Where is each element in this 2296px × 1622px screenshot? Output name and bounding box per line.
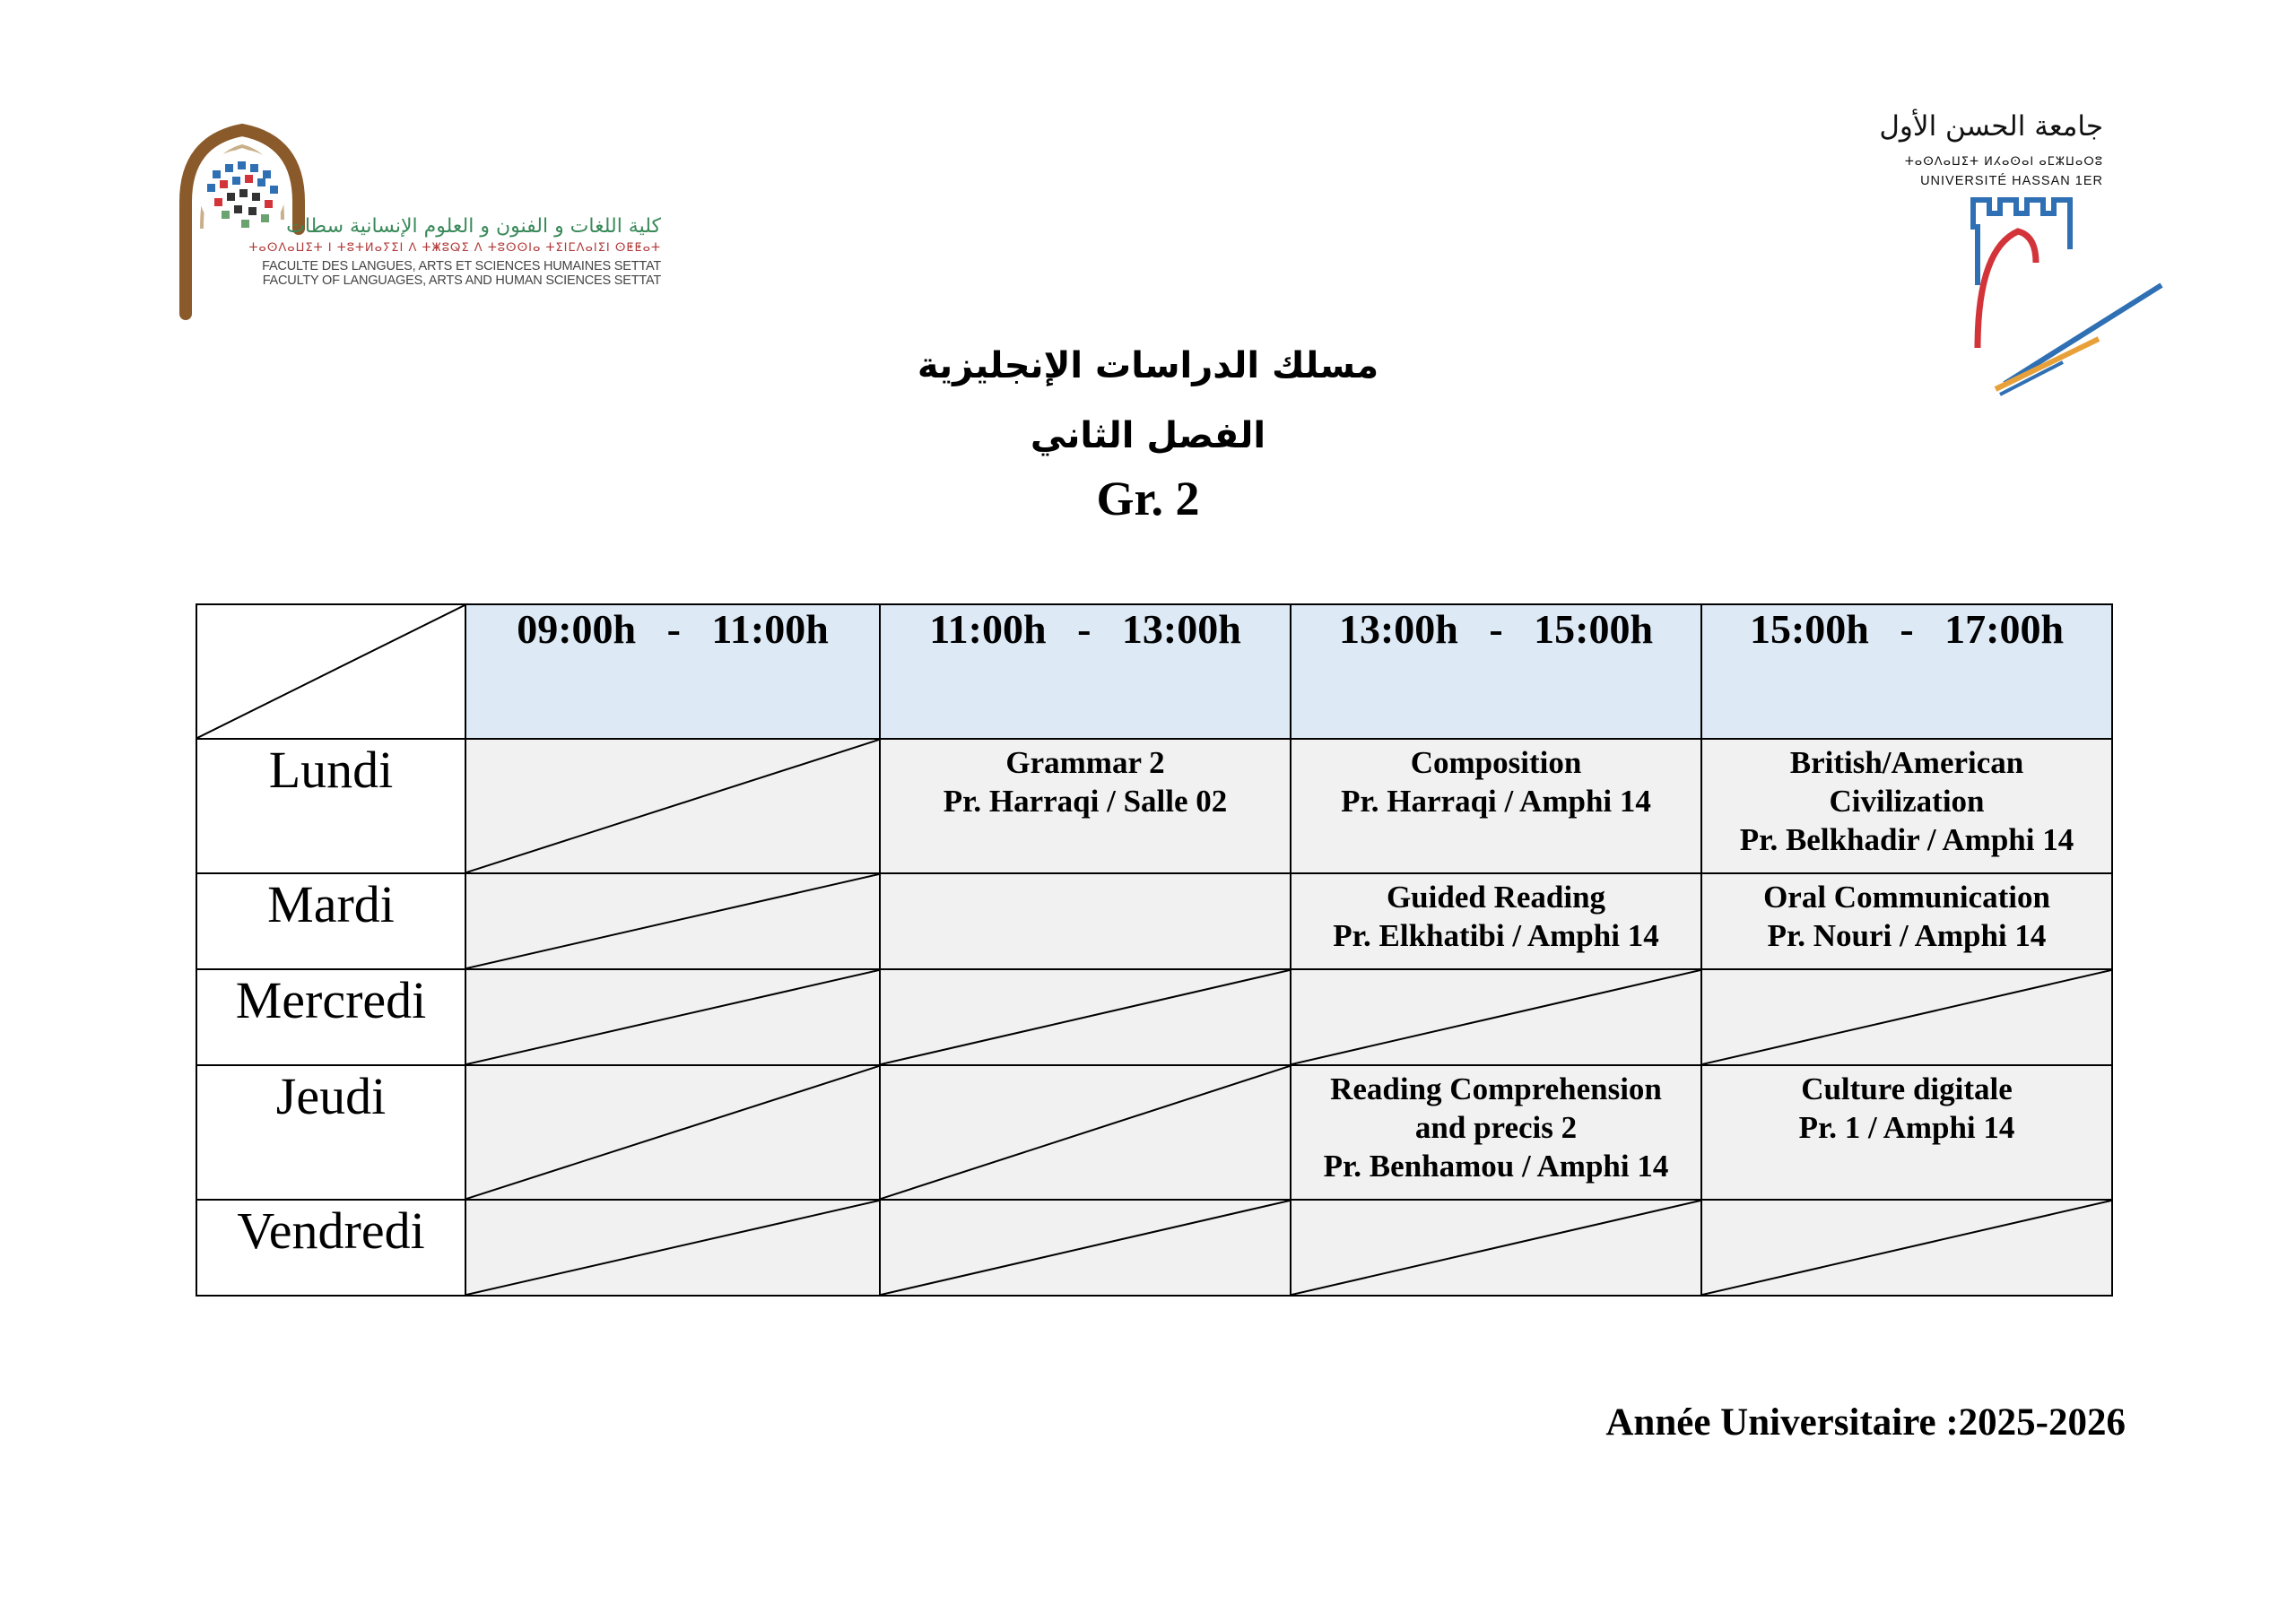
day-row: [196, 739, 2112, 873]
empty-slot-cell: [465, 969, 880, 1065]
university-tower-icon: [1883, 195, 2170, 402]
course-title: Guided Reading: [1386, 880, 1606, 915]
faculty-name-tifinagh: ⵜⴰⵙⴷⴰⵡⵉⵜ ⵏ ⵜⵓⵜⵍⴰⵢⵉⵏ ⴷ ⵜⵥⵓⵕⵉ ⴷ ⵜⵓⵙⵙⵏⴰ ⵜⵉⵏⵎⴷⴰⵏⵉⵏ ⵙⵟⵟⴰⵜ: [248, 241, 661, 255]
academic-year: Année Universitaire :2025-2026: [1605, 1401, 2126, 1444]
time-slot-4: 15:00h - 17:00h: [1701, 604, 2112, 739]
diagonal-line-icon: [466, 970, 879, 1064]
corner-cell: [196, 604, 465, 739]
course-instructor-room: Pr. Harraqi / Salle 02: [943, 784, 1228, 819]
empty-slot-cell: [465, 1200, 880, 1296]
university-name-arabic: جامعة الحسن الأول: [1879, 110, 2103, 143]
time-header-row: [196, 604, 2112, 739]
course-cell: [1701, 1065, 2112, 1200]
diagonal-line-icon: [881, 1201, 1290, 1295]
diagonal-line-icon: [466, 740, 879, 872]
program-title: مسلك الدراسات الإنجليزية: [917, 345, 1379, 386]
empty-slot-cell: [465, 739, 880, 873]
diagonal-line-icon: [881, 970, 1290, 1064]
course-info: [1292, 874, 1700, 955]
faculty-logo: [175, 121, 659, 323]
empty-slot-cell: [880, 1065, 1291, 1200]
course-instructor-room: Pr. Elkhatibi / Amphi 14: [1333, 918, 1659, 953]
course-cell: [1701, 739, 2112, 873]
course-cell: [1701, 873, 2112, 969]
blank-cell: [880, 873, 1291, 969]
time-slot-2: 11:00h - 13:00h: [880, 604, 1291, 739]
course-info: [1292, 1066, 1700, 1185]
diagonal-line-icon: [466, 1066, 879, 1199]
empty-slot-cell: [880, 969, 1291, 1065]
group-title: Gr. 2: [1096, 472, 1200, 525]
university-logo: [1879, 106, 2170, 402]
course-info: [1702, 1066, 2111, 1147]
day-label: Vendredi: [196, 1200, 465, 1296]
empty-slot-cell: [1701, 969, 2112, 1065]
diagonal-line-icon: [466, 1201, 879, 1295]
time-slot-3: 13:00h - 15:00h: [1291, 604, 1701, 739]
day-label: Lundi: [196, 739, 465, 873]
faculty-name-french: FACULTE DES LANGUES, ARTS ET SCIENCES HUMAINES SETTAT: [262, 259, 661, 273]
faculty-name-english: FACULTY OF LANGUAGES, ARTS AND HUMAN SCIENCES SETTAT: [262, 273, 661, 288]
diagonal-line-icon: [1292, 1201, 1700, 1295]
day-row: [196, 1200, 2112, 1296]
empty-slot-cell: [1701, 1200, 2112, 1296]
course-instructor-room: Pr. Nouri / Amphi 14: [1767, 918, 2047, 953]
course-title: Culture digitale: [1801, 1071, 2013, 1106]
course-cell: [1291, 739, 1701, 873]
faculty-name-arabic: كلية اللغات و الفنون و العلوم الإنسانية سطات: [286, 215, 661, 238]
diagonal-line-icon: [1702, 1201, 2111, 1295]
course-cell: [880, 739, 1291, 873]
empty-slot-cell: [1291, 969, 1701, 1065]
diagonal-line-icon: [1292, 970, 1700, 1064]
empty-slot-cell: [465, 873, 880, 969]
course-instructor-room: Pr. 1 / Amphi 14: [1798, 1110, 2015, 1145]
day-label: Mardi: [196, 873, 465, 969]
empty-slot-cell: [1291, 1200, 1701, 1296]
course-title: Oral Communication: [1763, 880, 2050, 915]
day-row: [196, 1065, 2112, 1200]
empty-slot-cell: [465, 1065, 880, 1200]
day-row: [196, 873, 2112, 969]
course-cell: [1291, 1065, 1701, 1200]
course-title: Composition: [1410, 745, 1582, 780]
diagonal-line-icon: [881, 1066, 1290, 1199]
diagonal-line-icon: [466, 874, 879, 968]
course-instructor-room: Pr. Benhamou / Amphi 14: [1323, 1149, 1669, 1184]
diagonal-line-icon: [1702, 970, 2111, 1064]
course-instructor-room: Pr. Harraqi / Amphi 14: [1341, 784, 1651, 819]
course-info: [1702, 740, 2111, 859]
course-cell: [1291, 873, 1701, 969]
university-name-french: UNIVERSITÉ HASSAN 1ER: [1920, 174, 2103, 188]
course-title: British/American: [1789, 745, 2024, 780]
semester-title: الفصل الثاني: [1030, 415, 1266, 456]
course-title: Reading Comprehension: [1330, 1071, 1662, 1106]
empty-slot-cell: [880, 1200, 1291, 1296]
course-title: and precis 2: [1414, 1110, 1578, 1145]
course-info: [1702, 874, 2111, 955]
day-row: [196, 969, 2112, 1065]
schedule-table: [196, 603, 2113, 1297]
diagonal-line-icon: [197, 605, 465, 738]
course-info: [1292, 740, 1700, 820]
course-title: Grammar 2: [1005, 745, 1165, 780]
course-instructor-room: Pr. Belkhadir / Amphi 14: [1739, 822, 2074, 857]
university-name-tifinagh: ⵜⴰⵙⴷⴰⵡⵉⵜ ⵍⵃⴰⵙⴰⵏ ⴰⵎⵣⵡⴰⵔⵓ: [1904, 155, 2103, 169]
course-info: [881, 740, 1290, 820]
course-title: Civilization: [1829, 784, 1985, 819]
time-slot-1: 09:00h - 11:00h: [465, 604, 880, 739]
day-label: Jeudi: [196, 1065, 465, 1200]
day-label: Mercredi: [196, 969, 465, 1065]
